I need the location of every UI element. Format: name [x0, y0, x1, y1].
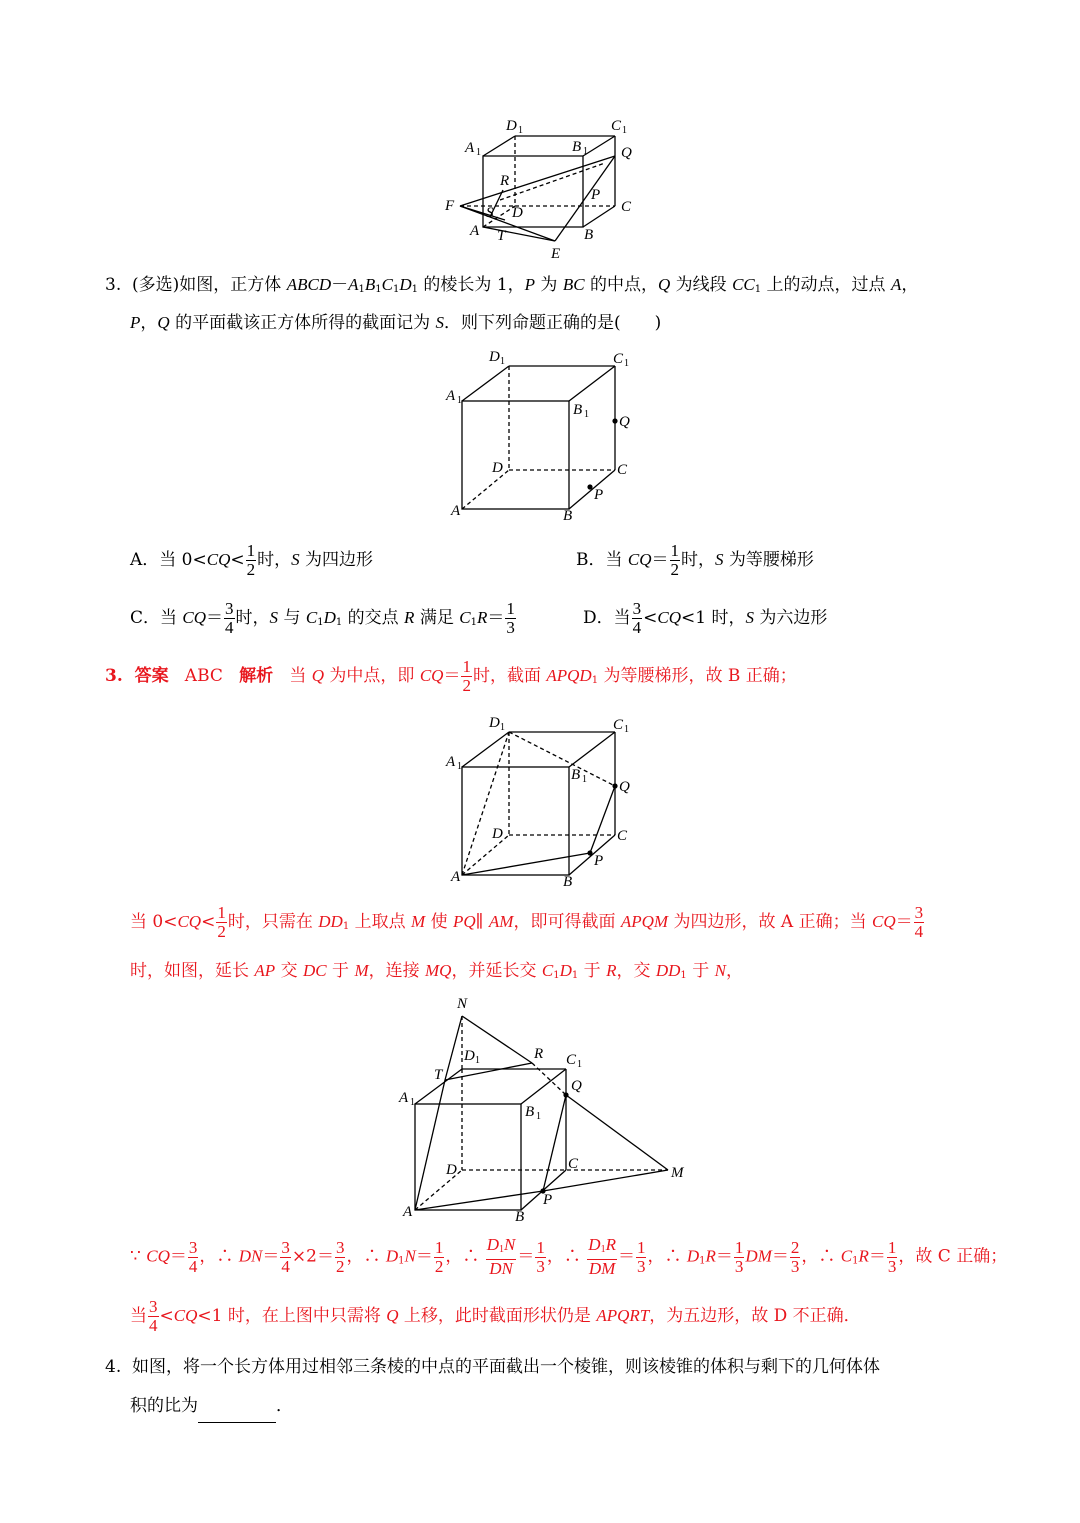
fig1-label-D1: D	[506, 118, 517, 134]
svg-text:D: D	[489, 349, 500, 365]
svg-text:B: B	[571, 767, 581, 783]
svg-text:B: B	[563, 508, 573, 524]
answer3-line2: 当 0<CQ< $\frac{1}{2}$ 时，只需在 $DD_1$ 上取点 M 使 PQ∥ AM，即可得截面 APQM 为四边形，故 A 正确；当 CQ＝ $\frac{3}{4}$	[130, 903, 924, 941]
svg-text:1: 1	[536, 1111, 541, 1122]
svg-text:D: D	[492, 826, 503, 842]
svg-text:Q: Q	[619, 779, 630, 795]
q3-option-a: A．当 0<CQ< $\frac{1}{2}$ 时，S 为四边形	[130, 541, 374, 579]
svg-text:B: B	[572, 139, 582, 155]
svg-text:1: 1	[500, 722, 505, 733]
svg-text:1: 1	[410, 1097, 415, 1108]
svg-text:C: C	[621, 199, 632, 215]
svg-text:A: A	[399, 1090, 409, 1106]
svg-text:1: 1	[582, 774, 587, 785]
svg-text:C: C	[611, 118, 622, 134]
svg-text:A: A	[446, 754, 456, 770]
svg-text:E: E	[551, 246, 561, 262]
svg-text:1: 1	[457, 761, 462, 772]
svg-text:B: B	[515, 1209, 525, 1225]
svg-text:C: C	[617, 462, 628, 478]
svg-text:A: A	[451, 503, 461, 519]
svg-text:M: M	[671, 1165, 684, 1181]
svg-text:D: D	[464, 1048, 475, 1064]
svg-text:1: 1	[624, 724, 629, 735]
q3-option-b: B．当 CQ＝ $\frac{1}{2}$ 时，S 为等腰梯形	[576, 541, 814, 579]
svg-text:D: D	[446, 1162, 457, 1178]
svg-text:Q: Q	[571, 1078, 582, 1094]
svg-text:Q: Q	[621, 145, 632, 161]
answer3-line1: 3. 答案 ABC 解析 当 Q 为中点，即 CQ＝ $\frac{1}{2}$ 时，截面 $APQD_1$ 为等腰梯形，故 B 正确；	[105, 657, 797, 695]
svg-text:C: C	[617, 828, 628, 844]
svg-text:D: D	[492, 460, 503, 476]
svg-text:1: 1	[577, 1059, 582, 1070]
svg-text:1: 1	[500, 356, 505, 367]
svg-text:R: R	[500, 173, 510, 189]
svg-text:1: 1	[475, 1055, 480, 1066]
q3-stem-line1: 3. (多选)如图，正方体 $ABCD-A_1B_1C_1D_1$ 的棱长为 1，P 为 BC 的中点，Q 为线段 $CC_1$ 上的动点，过点 A，	[105, 275, 919, 295]
svg-text:C: C	[566, 1052, 577, 1068]
svg-text:B: B	[584, 227, 594, 243]
svg-text:F: F	[445, 198, 455, 214]
svg-text:A: A	[451, 869, 461, 885]
q3-option-d: D．当 $\frac{3}{4}$ <CQ<1 时，S 为六边形	[583, 599, 828, 637]
svg-text:A: A	[446, 388, 456, 404]
svg-text:T: T	[434, 1067, 443, 1083]
answer3-line3: 时，如图，延长 AP 交 DC 于 M，连接 MQ，并延长交 $C_1D_1$ 于 R，交 $DD_1$ 于 N，	[130, 961, 743, 981]
svg-text:A: A	[470, 223, 480, 239]
svg-text:1: 1	[518, 125, 523, 136]
q3-option-c: C．当 CQ＝ $\frac{3}{4}$ 时，S 与 $C_1D_1$ 的交点 R 满足 $C_1R=$ $\frac{1}{3}$	[130, 599, 515, 637]
svg-text:R: R	[534, 1046, 544, 1062]
q4-stem-line1: 4. 如图，将一个长方体用过相邻三条棱的中点的平面截出一个棱锥，则该棱锥的体积与剩下的几何体体	[105, 1357, 881, 1377]
svg-text:T: T	[497, 228, 506, 244]
answer-blank[interactable]	[198, 1400, 276, 1423]
svg-text:S: S	[486, 205, 494, 221]
svg-text:1: 1	[584, 409, 589, 420]
svg-text:C: C	[568, 1156, 579, 1172]
answer3-line5: 当 $\frac{3}{4}$ <CQ<1 时，在上图中只需将 Q 上移，此时截面形状仍是 APQRT，为五边形，故 D 不正确．	[130, 1297, 861, 1335]
svg-text:Q: Q	[619, 414, 630, 430]
svg-text:D: D	[489, 715, 500, 731]
svg-text:1: 1	[624, 358, 629, 369]
q4-stem-line2: 积的比为 ．	[130, 1389, 293, 1423]
svg-text:P: P	[594, 487, 604, 503]
svg-text:C: C	[613, 351, 624, 367]
svg-text:P: P	[594, 853, 604, 869]
q3-stem-line2: P，Q 的平面截该正方体所得的截面记为 S．则下列命题正确的是( )	[130, 313, 662, 333]
svg-text:N: N	[457, 996, 468, 1012]
svg-text:C: C	[613, 717, 624, 733]
answer3-line4: ∵ CQ＝ $\frac{3}{4}$ ，∴ DN＝ $\frac{3}{4}$ ×2＝ $\frac{3}{2}$ ，∴ $D_1N=$ $\frac{1}{2}$ ，∴ $\frac{D_1N}{DN}$ ＝ $\frac{1}{3}$ ，∴ $\frac{D_1R}{DM}$ ＝ $\frac{1}{3}$ ，∴ $D_1R=$ $\frac{1}{3}$ DM＝ $\frac{2}{3}$ ，∴ $C_1R=$ $\frac{1}{3}$ ，故 C 正确；	[130, 1235, 1008, 1278]
svg-text:1: 1	[622, 125, 627, 136]
svg-text:P: P	[591, 187, 601, 203]
svg-text:1: 1	[583, 146, 588, 157]
svg-text:B: B	[563, 874, 573, 890]
svg-text:A: A	[465, 140, 475, 156]
svg-text:1: 1	[476, 147, 481, 158]
svg-text:P: P	[543, 1192, 553, 1208]
svg-text:B: B	[525, 1104, 535, 1120]
svg-text:A: A	[403, 1204, 413, 1220]
svg-text:B: B	[573, 402, 583, 418]
svg-text:1: 1	[457, 395, 462, 406]
svg-text:D: D	[512, 205, 523, 221]
